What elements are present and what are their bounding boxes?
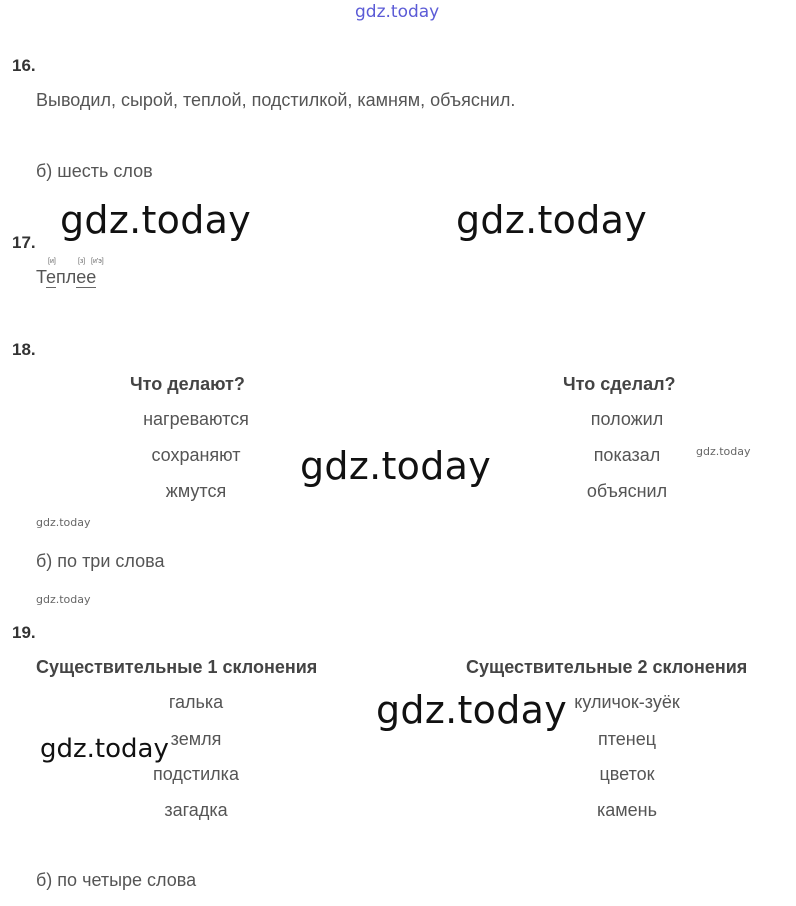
watermark-top: gdz.today: [355, 2, 440, 22]
task-19-right-item-2: птенец: [597, 729, 657, 749]
task-19-right-header: Существительные 2 склонения: [466, 657, 748, 677]
task-18-left-item-1: нагреваются: [143, 409, 249, 429]
task-19-left-header: Существительные 1 склонения: [36, 657, 318, 677]
task-16-answer: б) шесть слов: [36, 161, 153, 181]
watermark-3: gdz.today: [300, 444, 492, 488]
task-18-right-item-1: положил: [590, 409, 664, 429]
task-19-left-item-2: земля: [170, 729, 222, 749]
watermark-small-2: gdz.today: [36, 516, 91, 529]
task-19-right-item-4: камень: [597, 800, 657, 820]
word-part-4-underlined: ее: [76, 267, 97, 287]
task-19-left-item-4: загадка: [164, 800, 228, 820]
phonetic-mark-3: [и'э]: [91, 258, 104, 265]
watermark-small-3: gdz.today: [36, 593, 91, 606]
task-17-number: 17.: [12, 233, 36, 252]
task-16-line: Выводил, сырой, теплой, подстилкой, камням, объяснил.: [36, 90, 516, 110]
task-19-right-item-1: куличок-зуёк: [574, 692, 680, 712]
task-18-left-item-2: сохраняют: [151, 445, 241, 465]
task-18-right-header: Что сделал?: [563, 374, 676, 394]
task-16-number: 16.: [12, 56, 36, 75]
task-18-left-header: Что делают?: [130, 374, 245, 394]
task-19-answer: б) по четыре слова: [36, 870, 197, 890]
task-19-left-item-3: подстилка: [153, 764, 239, 784]
task-18-number: 18.: [12, 340, 36, 359]
watermark-2: gdz.today: [456, 198, 648, 242]
task-18-right-item-3: объяснил: [586, 481, 668, 501]
task-18-answer: б) по три слова: [36, 551, 165, 571]
task-18-right-item-2: показал: [593, 445, 661, 465]
word-part-2-underlined: е: [45, 267, 56, 287]
watermark-small-1: gdz.today: [696, 445, 751, 458]
watermark-4: gdz.today: [376, 688, 568, 732]
word-part-3: пл: [56, 267, 77, 287]
phonetic-mark-1: [и]: [48, 258, 56, 265]
task-19-number: 19.: [12, 623, 36, 642]
word-part-1: Т: [36, 267, 46, 287]
task-17-word: [36, 258, 116, 290]
watermark-1: gdz.today: [60, 198, 252, 242]
task-19-left-item-1: галька: [168, 692, 224, 712]
watermark-5: gdz.today: [40, 734, 169, 764]
task-18-left-item-3: жмутся: [165, 481, 227, 501]
phonetic-mark-2: [з]: [78, 258, 86, 265]
task-19-right-item-3: цветок: [599, 764, 655, 784]
